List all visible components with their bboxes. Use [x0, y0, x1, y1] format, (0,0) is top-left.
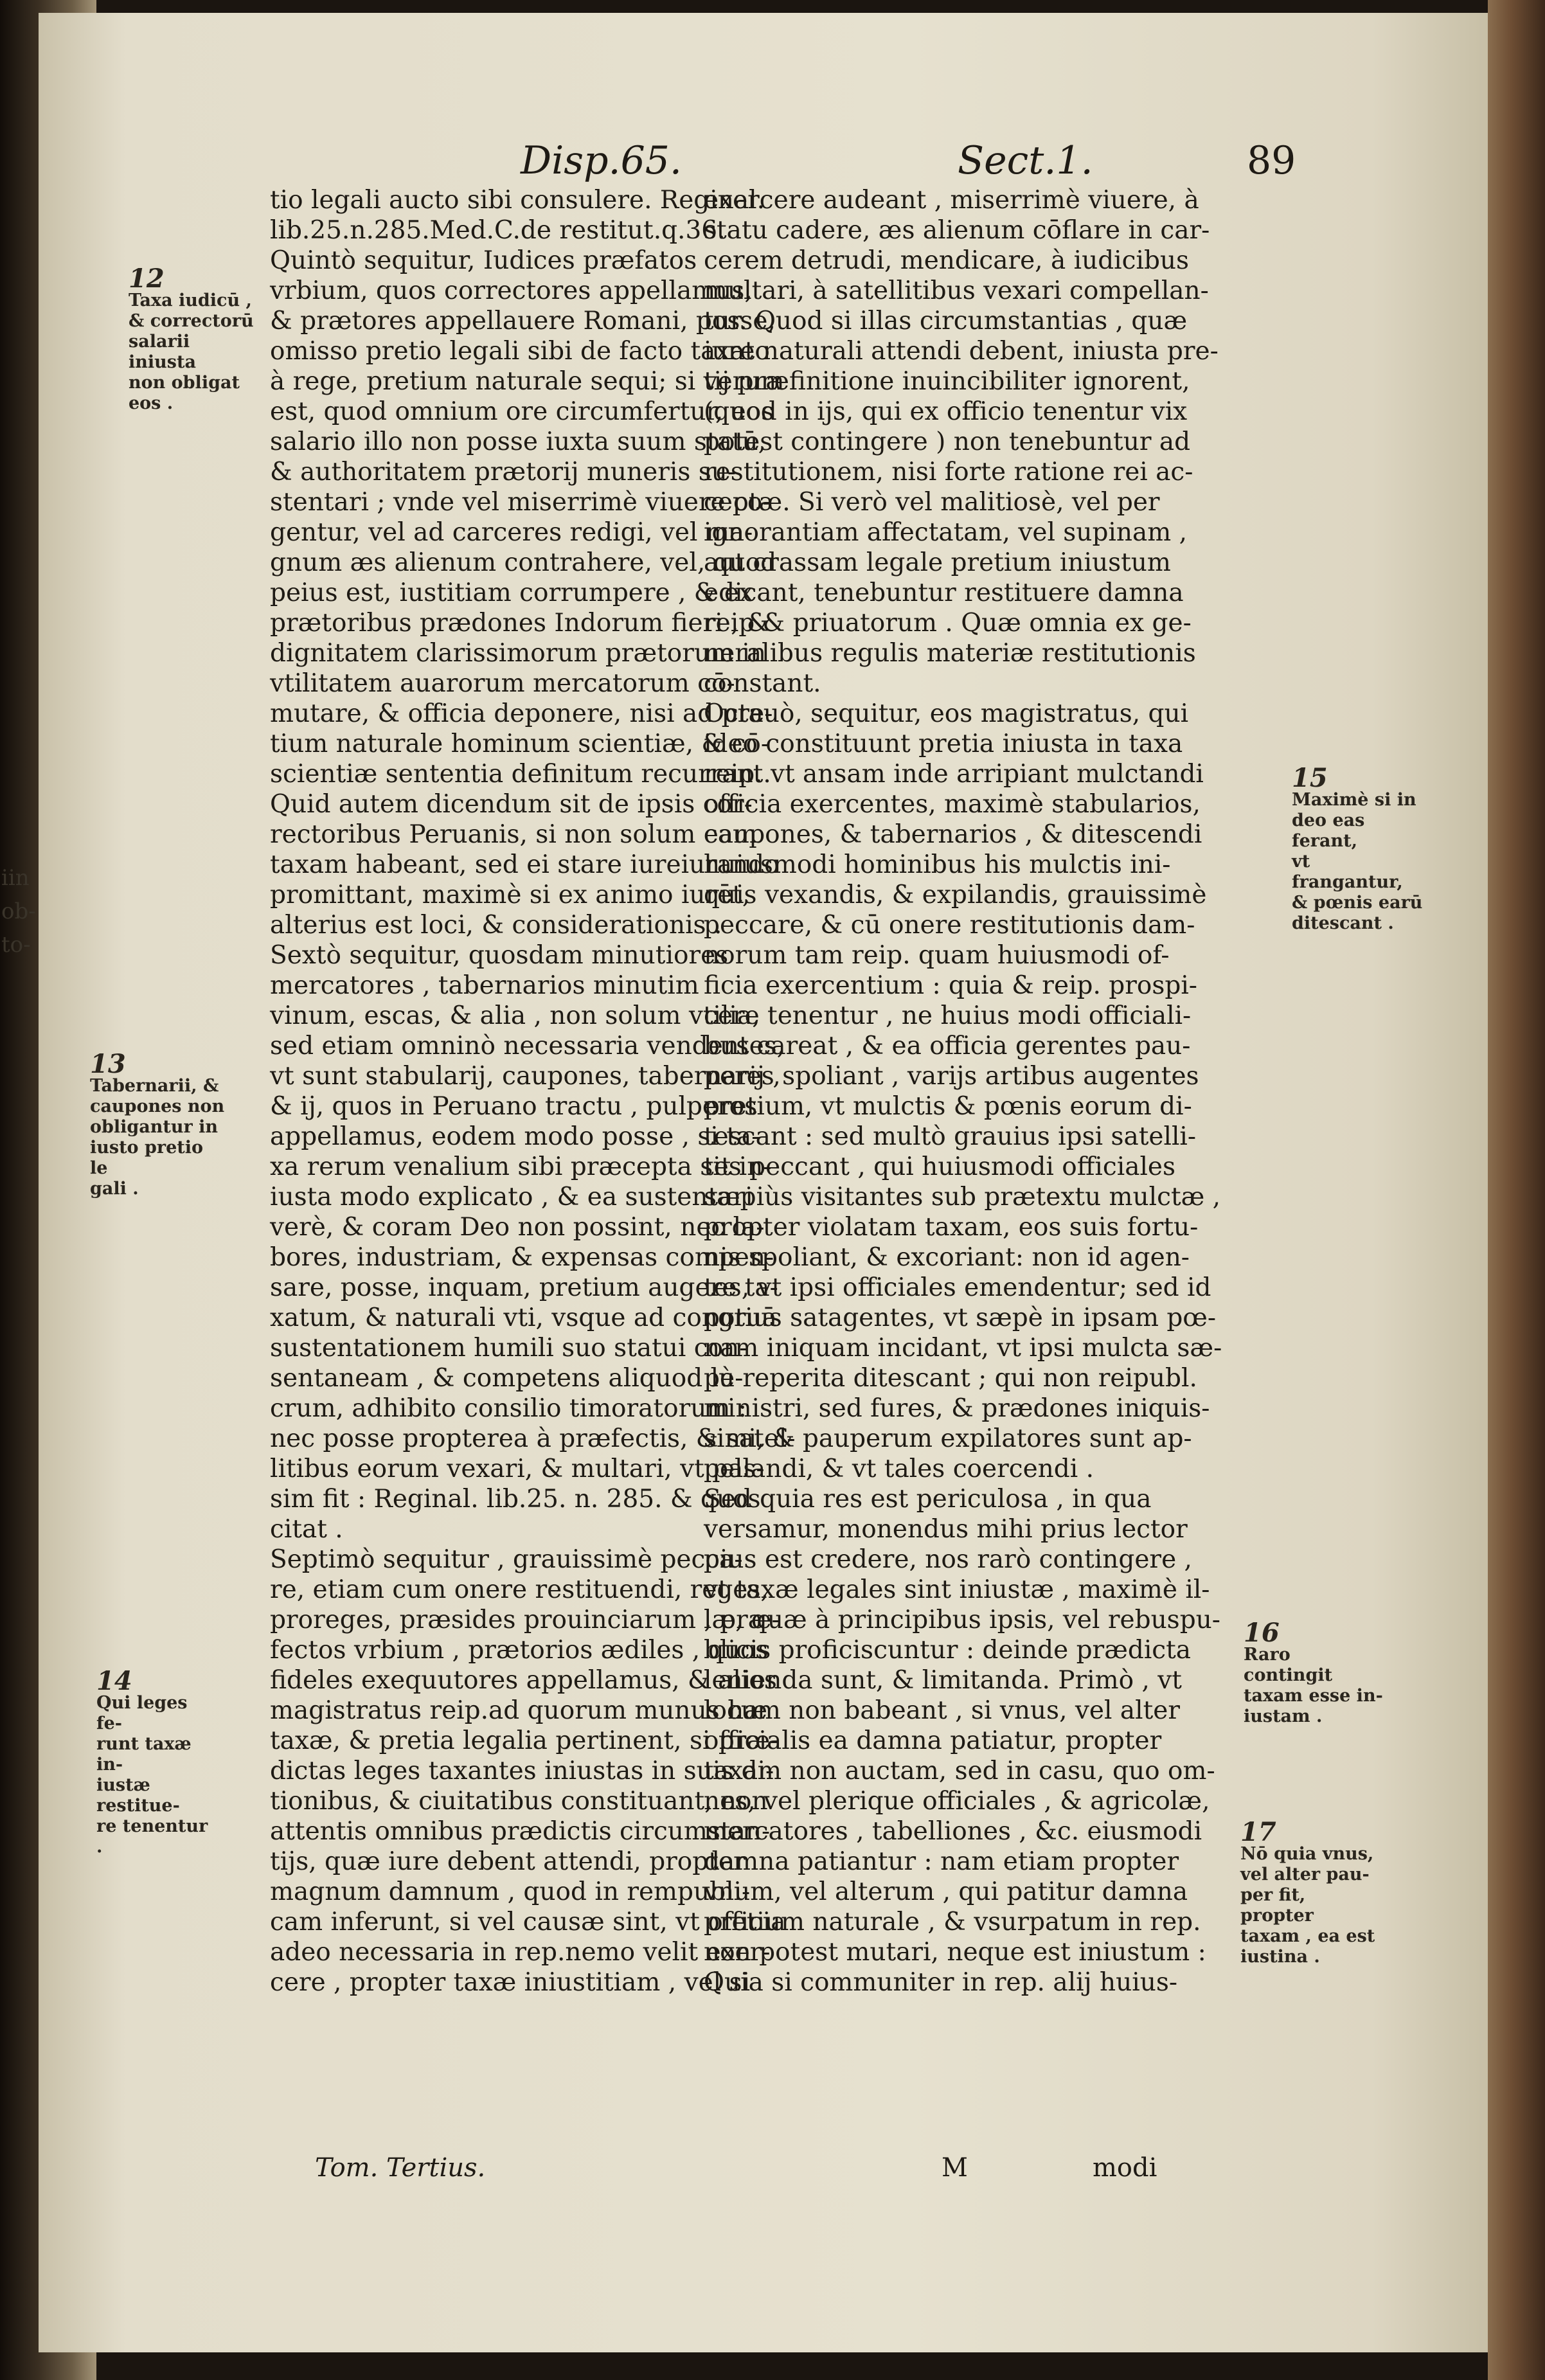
- text-line: cam inferunt, si vel causæ sint, vt officia: [270, 1908, 786, 1937]
- text-line: prætoribus prædones Indorum fieri , &: [270, 609, 769, 638]
- text-line: adeo necessaria in rep.nemo velit exer-: [270, 1938, 771, 1967]
- text-line: dignitatem clarissimorum prætorum in: [270, 639, 766, 668]
- margin-note-line: Nō quia vnus,: [1240, 1844, 1374, 1864]
- margin-note-line: salarii iniusta: [129, 332, 196, 372]
- text-line: gnum æs alienum contrahere, vel, quod: [270, 548, 777, 577]
- footer-signature: M: [942, 2153, 968, 2183]
- text-line: Octauò, sequitur, eos magistratus, qui: [704, 699, 1189, 728]
- margin-note-line: ditescant .: [1292, 913, 1394, 933]
- header-section: Sect.1.: [958, 138, 1093, 183]
- text-line: ministri, sed fures, & prædones iniquis-: [704, 1394, 1210, 1423]
- footer-tome: Tom. Tertius.: [315, 2153, 486, 2183]
- text-line: vt sunt stabularij, caupones, tabernarij ,: [270, 1062, 781, 1091]
- text-line: magistratus reip.ad quorum munus hæ: [270, 1696, 767, 1725]
- text-line: nes, vel plerique officiales , & agricolæ,: [704, 1787, 1210, 1816]
- margin-note-line: re tenentur .: [96, 1816, 208, 1857]
- text-line: rectoribus Peruanis, si non solum eam: [270, 820, 758, 849]
- text-line: sare, posse, inquam, pretium augere ta-: [270, 1273, 778, 1302]
- margin-note-number: 12: [129, 264, 165, 294]
- header-disputation: Disp.65.: [521, 138, 682, 183]
- text-line: fideles exequutores appellamus, & alios: [270, 1666, 777, 1695]
- text-line: litibus eorum vexari, & multari, vt pas-: [270, 1454, 765, 1483]
- text-line: cerem detrudi, mendicare, à iudicibus: [704, 246, 1190, 275]
- margin-note-line: non obligat: [129, 373, 240, 393]
- text-line: iin: [1, 865, 30, 891]
- text-line: scientiæ sententia definitum recurrant.: [270, 760, 771, 789]
- margin-note-number: 13: [90, 1049, 126, 1079]
- text-line: non potest mutari, neque est iniustum :: [704, 1938, 1206, 1967]
- text-line: proreges, præsides prouinciarum , præ-: [270, 1606, 780, 1634]
- text-line: promittant, maximè si ex animo iurēt,: [270, 881, 751, 909]
- margin-note-number: 17: [1240, 1817, 1276, 1847]
- text-line: restitutionem, nisi forte ratione rei ac-: [704, 458, 1193, 487]
- text-line: peres spoliant , varijs artibus augentes: [704, 1062, 1199, 1091]
- text-line: constant.: [704, 669, 821, 698]
- text-line: Quia si communiter in rep. alij huius-: [704, 1968, 1178, 1997]
- text-line: aut crassam legale pretium iniustum: [704, 548, 1171, 577]
- text-line: vrbium, quos correctores appellamus,: [270, 276, 753, 305]
- margin-note: [1292, 763, 1427, 934]
- text-line: reip & priuatorum . Quæ omnia ex ge-: [704, 609, 1192, 638]
- text-line: taxæ, & pretia legalia pertinent, si præ-: [270, 1726, 779, 1755]
- text-line: xatum, & naturali vti, vsque ad congruā: [270, 1303, 777, 1332]
- margin-note-line: Raro contingit: [1244, 1645, 1333, 1685]
- text-line: læ, quæ à principibus ipsis, vel rebuspu-: [704, 1606, 1220, 1634]
- text-line: tes peccant , qui huiusmodi officiales: [704, 1152, 1176, 1181]
- text-line: bus careat , & ea officia gerentes pau-: [704, 1032, 1191, 1060]
- text-line: mutare, & officia deponere, nisi ad pre-: [270, 699, 773, 728]
- text-line: nis spoliant, & excoriant: non id agen-: [704, 1243, 1190, 1272]
- text-line: tio legali aucto sibi consulere. Reginal.: [270, 186, 765, 215]
- margin-note-line: taxam esse in-: [1244, 1686, 1383, 1706]
- text-line: locum non babeant , si vnus, vel alter: [704, 1696, 1180, 1725]
- text-line: ideo constituunt pretia iniusta in taxa: [704, 729, 1183, 758]
- right-text-column: [704, 185, 1289, 1998]
- margin-note-line: vel alter pau-: [1240, 1865, 1370, 1884]
- text-line: vt taxæ legales sint iniustæ , maximè il-: [704, 1575, 1210, 1604]
- page-number: 89: [1247, 138, 1296, 183]
- text-line: vinum, escas, & alia , non solum vtilia,: [270, 1001, 760, 1030]
- text-line: tescant : sed multò grauius ipsi satelli-: [704, 1122, 1197, 1151]
- margin-note-line: deo eas ferant,: [1292, 810, 1365, 851]
- margin-note-number: 16: [1244, 1618, 1280, 1648]
- text-line: sim fit : Reginal. lib.25. n. 285. & quos: [270, 1485, 761, 1514]
- margin-note: [96, 1666, 219, 1857]
- text-line: tionibus, & ciuitatibus constituant, non: [270, 1787, 768, 1816]
- margin-note-line: eos .: [129, 393, 174, 413]
- text-line: neralibus regulis materiæ restitutionis: [704, 639, 1196, 668]
- text-line: sæpiùs visitantes sub prætextu mulctæ ,: [704, 1183, 1221, 1212]
- text-line: caupones, & tabernarios , & ditescendi: [704, 820, 1202, 849]
- text-line: est, quod omnium ore circumfertur, eos: [270, 397, 774, 426]
- text-line: norum tam reip. quam huiusmodi of-: [704, 941, 1170, 970]
- text-line: ignorantiam affectatam, vel supinam ,: [704, 518, 1188, 547]
- text-line: Septimò sequitur , grauissimè pecca-: [270, 1545, 743, 1574]
- page-edge-right: [1488, 0, 1545, 2380]
- text-line: propter violatam taxam, eos suis fortu-: [704, 1213, 1199, 1242]
- text-line: potius satagentes, vt sæpè in ipsam pœ-: [704, 1303, 1217, 1332]
- margin-note-line: vt frangantur,: [1292, 852, 1403, 892]
- text-line: & authoritatem prætorij muneris su-: [270, 458, 737, 487]
- text-line: mercatores , tabelliones , &c. eiusmodi: [704, 1817, 1202, 1846]
- text-line: nec posse propterea à præfectis, & satel-: [270, 1424, 796, 1453]
- text-line: gentur, vel ad carceres redigi, vel ma-: [270, 518, 753, 547]
- text-line: pius est credere, nos rarò contingere ,: [704, 1545, 1192, 1574]
- text-line: officialis ea damna patiatur, propter: [704, 1726, 1162, 1755]
- margin-note-line: gali .: [90, 1179, 139, 1199]
- text-line: exercere audeant , miserrimè viuere, à: [704, 186, 1199, 215]
- margin-note-number: 14: [96, 1666, 132, 1696]
- text-line: Quintò sequitur, Iudices præfatos: [270, 246, 697, 275]
- text-line: tij præfinitione inuincibiliter ignorent,: [704, 367, 1190, 396]
- text-line: iusta modo explicato , & ea sustentari: [270, 1183, 753, 1212]
- text-line: iure naturali attendi debent, iniusta pre-: [704, 337, 1219, 366]
- margin-note-line: Tabernarii, &: [90, 1076, 219, 1096]
- margin-note-line: Maximè si in: [1292, 790, 1416, 810]
- text-line: ob-: [1, 899, 36, 924]
- margin-note: [129, 264, 257, 414]
- text-line: statu cadere, æs alienum cōflare in car-: [704, 216, 1210, 245]
- text-line: cere tenentur , ne huius modi officiali-: [704, 1001, 1192, 1030]
- margin-note-line: iusto pretio le: [90, 1138, 203, 1178]
- text-line: sed etiam omninò necessaria vendentes,: [270, 1032, 785, 1060]
- text-line: verè, & coram Deo non possint, nec la-: [270, 1213, 765, 1242]
- text-line: to-: [1, 932, 31, 958]
- text-line: simi, & pauperum expilatores sunt ap-: [704, 1424, 1192, 1453]
- text-line: reip. vt ansam inde arripiant mulctandi: [704, 760, 1204, 789]
- text-line: sentaneam , & competens aliquod lu-: [270, 1364, 744, 1393]
- text-line: versamur, monendus mihi prius lector: [704, 1515, 1188, 1544]
- text-line: appellamus, eodem modo posse , si ta-: [270, 1122, 760, 1151]
- text-line: edicant, tenebuntur restituere damna: [704, 578, 1184, 607]
- margin-note-line: taxam , ea est: [1240, 1926, 1375, 1946]
- text-line: pretium, vt mulctis & pœnis eorum di-: [704, 1092, 1192, 1121]
- text-line: lenienda sunt, & limitanda. Primò , vt: [704, 1666, 1182, 1695]
- text-line: re, etiam cum onere restituendi, reges,: [270, 1575, 769, 1604]
- text-line: multari, à satellitibus vexari compellan-: [704, 276, 1209, 305]
- text-line: officia exercentes, maximè stabularios,: [704, 790, 1201, 819]
- margin-note: [90, 1049, 225, 1199]
- text-line: Quid autem dicendum sit de ipsis cor-: [270, 790, 753, 819]
- text-line: (quod in ijs, qui ex officio tenentur vix: [704, 397, 1188, 426]
- text-line: stentari ; vnde vel miserrimè viuere co-: [270, 488, 771, 517]
- text-line: attentis omnibus prædictis circumstan-: [270, 1817, 771, 1846]
- text-line: salario illo non posse iuxta suum statū,: [270, 427, 767, 456]
- text-line: taxam habeant, sed ei stare iureiurando: [270, 850, 780, 879]
- margin-note-line: runt taxæ in-: [96, 1734, 192, 1775]
- margin-note-number: 15: [1292, 763, 1328, 793]
- text-line: taxam non auctam, sed in casu, quo om-: [704, 1757, 1215, 1785]
- text-line: mercatores , tabernarios minutim: [270, 971, 699, 1000]
- text-line: pè reperita ditescant ; qui non reipubl.: [704, 1364, 1197, 1393]
- margin-note-line: iustina .: [1240, 1947, 1320, 1967]
- text-line: tes, vt ipsi officiales emendentur; sed id: [704, 1273, 1211, 1302]
- margin-note: [1240, 1817, 1382, 1967]
- text-line: pellandi, & vt tales coercendi .: [704, 1454, 1094, 1483]
- text-line: tur. Quod si illas circumstantias , quæ: [704, 307, 1188, 336]
- margin-note-line: iustæ restitue-: [96, 1775, 180, 1816]
- text-line: xa rerum venalium sibi præcepta sit in-: [270, 1152, 772, 1181]
- margin-note-line: per fit, propter: [1240, 1885, 1314, 1926]
- text-line: huiusmodi hominibus his mulctis ini-: [704, 850, 1171, 879]
- text-line: damna patiantur : nam etiam propter: [704, 1847, 1179, 1876]
- margin-note-line: caupones non: [90, 1096, 225, 1116]
- text-line: magnum damnum , quod in rempubli-: [270, 1877, 751, 1906]
- text-line: tijs, quæ iure debent attendi, propter: [270, 1847, 746, 1876]
- text-line: omisso pretio legali sibi de facto taxato: [270, 337, 770, 366]
- text-line: fectos vrbium , prætorios ædiles , quos: [270, 1636, 769, 1665]
- text-line: cere , propter taxæ iniustitiam , vel si: [270, 1968, 751, 1997]
- text-line: vnum, vel alterum , qui patitur damna: [704, 1877, 1188, 1906]
- margin-note-line: Qui leges fe-: [96, 1693, 188, 1733]
- margin-note-line: Taxa iudicū ,: [129, 291, 252, 310]
- text-line: peius est, iustitiam corrumpere , & ex: [270, 578, 753, 607]
- text-line: crum, adhibito consilio timoratorum :: [270, 1394, 747, 1423]
- text-line: tium naturale hominum scientiæ, & cō-: [270, 729, 770, 758]
- text-line: sustentationem humili suo statui con-: [270, 1334, 748, 1363]
- margin-note-line: & correctorū: [129, 311, 254, 331]
- text-line: peccare, & cū onere restitutionis dam-: [704, 911, 1195, 940]
- text-line: à rege, pretium naturale sequi; si verum: [270, 367, 785, 396]
- text-line: bores, industriam, & expensas compen-: [270, 1243, 774, 1272]
- text-line: alterius est loci, & considerationis .: [270, 911, 722, 940]
- text-line: blicis proficiscuntur : deinde prædicta: [704, 1636, 1192, 1665]
- text-line: & ij, quos in Peruano tractu , pulperos: [270, 1092, 758, 1121]
- left-page-fragment: [1, 861, 36, 962]
- margin-note-line: obligantur in: [90, 1117, 219, 1137]
- footer-catchword: modi: [1093, 2153, 1157, 2183]
- text-line: vtilitatem auarorum mercatorum cō-: [270, 669, 735, 698]
- text-line: dictas leges taxantes iniustas in suis di-: [270, 1757, 774, 1785]
- text-line: & prætores appellauere Romani, posse,: [270, 307, 776, 336]
- text-line: Sextò sequitur, quosdam minutiores: [270, 941, 729, 970]
- text-line: pretium naturale , & vsurpatum in rep.: [704, 1908, 1201, 1937]
- text-line: ceptæ. Si verò vel malitiosè, vel per: [704, 488, 1160, 517]
- margin-note-line: iustam .: [1244, 1706, 1323, 1726]
- margin-note: [1244, 1618, 1385, 1727]
- text-line: lib.25.n.285.Med.C.de restitut.q.36.: [270, 216, 726, 245]
- text-line: ficia exercentium : quia & reip. prospi-: [704, 971, 1197, 1000]
- text-line: quis vexandis, & expilandis, grauissimè: [704, 881, 1207, 909]
- text-line: Sed quia res est periculosa , in qua: [704, 1485, 1152, 1514]
- text-line: potest contingere ) non tenebuntur ad: [704, 427, 1191, 456]
- text-line: citat .: [270, 1515, 343, 1544]
- margin-note-line: & pœnis earū: [1292, 893, 1423, 913]
- text-line: nam iniquam incidant, vt ipsi mulcta sæ-: [704, 1334, 1222, 1363]
